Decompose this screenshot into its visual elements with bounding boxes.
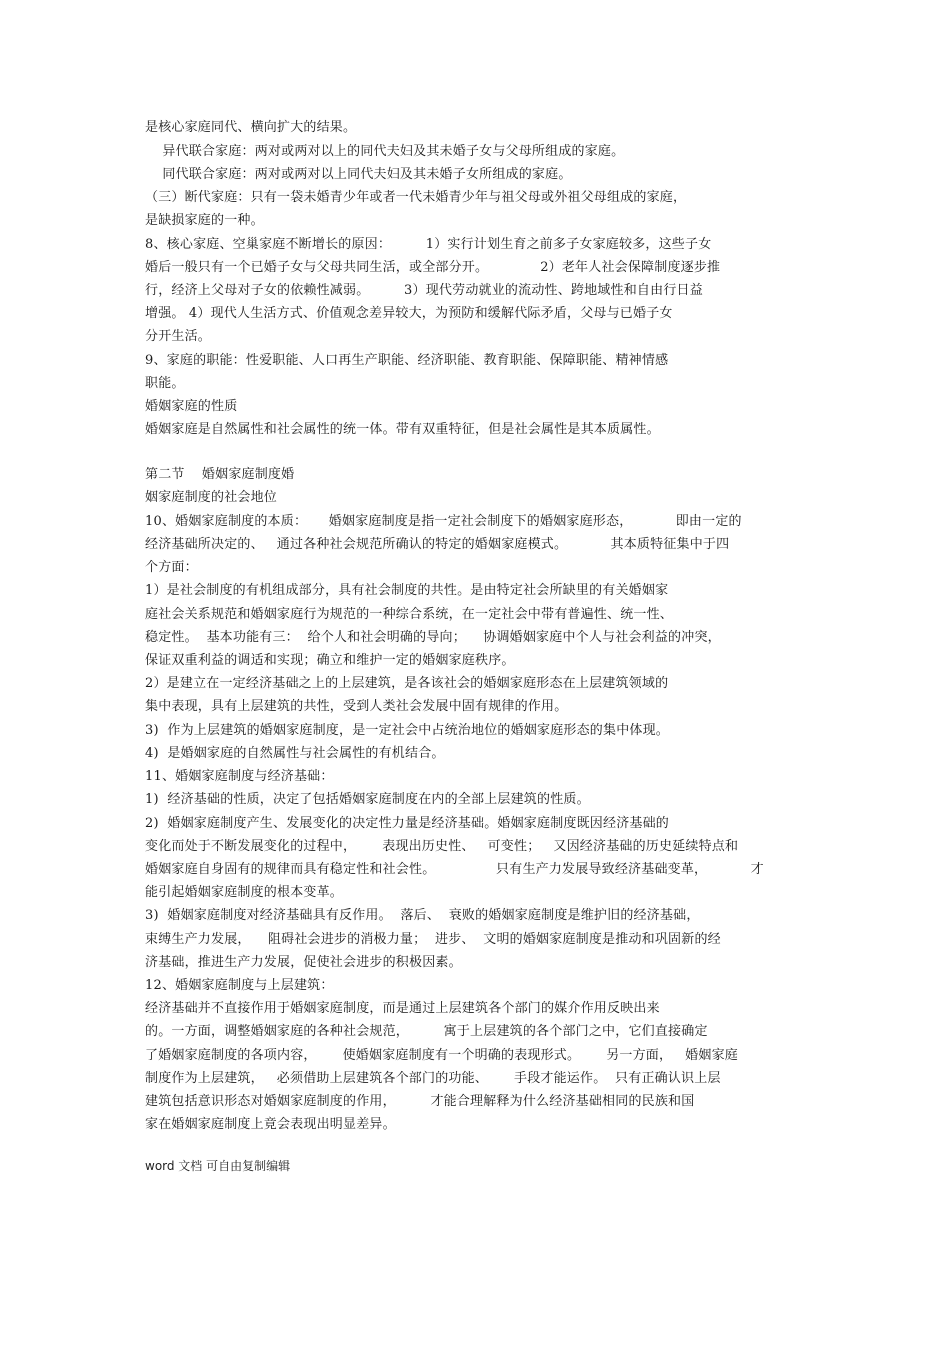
text-line: 4) 是婚姻家庭的自然属性与社会属性的有机结合。 (145, 746, 445, 761)
text-line: 2) 婚姻家庭制度产生、发展变化的决定性力量是经济基础。婚姻家庭制度既因经济基础的 (145, 816, 670, 831)
text-line: 能引起婚姻家庭制度的根本变革。 (145, 885, 344, 900)
text-line: 个方面： (145, 560, 198, 575)
text-line: 3) 作为上层建筑的婚姻家庭制度，是一定社会中占统治地位的婚姻家庭形态的集中体现。 (145, 723, 670, 738)
text-line: 集中表现，具有上层建筑的共性，受到人类社会发展中固有规律的作用。 (145, 699, 568, 714)
text-line: 婚姻家庭自身固有的规律而具有稳定性和社会性。 只有生产力发展导致经济基础变革， 才 (145, 862, 764, 877)
text-line: 同代联合家庭：两对或两对以上同代夫妇及其未婚子女所组成的家庭。 (145, 167, 572, 182)
section-heading: 姻家庭制度的社会地位 (145, 490, 278, 505)
text-line: 保证双重利益的调适和实现；确立和维护一定的婚姻家庭秩序。 (145, 653, 515, 668)
text-line: 婚姻家庭是自然属性和社会属性的统一体。带有双重特征，但是社会属性是其本质属性。 (145, 422, 660, 437)
text-line: 是核心家庭同代、横向扩大的结果。 (145, 120, 357, 135)
text-line: 建筑包括意识形态对婚姻家庭制度的作用， 才能合理解释为什么经济基础相同的民族和国 (145, 1094, 695, 1109)
text-line: 1) 经济基础的性质，决定了包括婚姻家庭制度在内的全部上层建筑的性质。 (145, 792, 590, 807)
text-line: 束缚生产力发展， 阻碍社会进步的消极力量； 进步、 文明的婚姻家庭制度是推动和巩固新的经 (145, 932, 721, 947)
page-footer: word 文档 可自由复制编辑 (145, 1159, 291, 1173)
text-line: 职能。 (145, 376, 185, 391)
text-line: 稳定性。 基本功能有三： 给个人和社会明确的导向； 协调婚姻家庭中个人与社会利益的冲突， (145, 630, 721, 645)
text-line: 1）是社会制度的有机组成部分，具有社会制度的共性。是由特定社会所缺里的有关婚姻家 (145, 583, 669, 598)
text-line: 家在婚姻家庭制度上竟会表现出明显差异。 (145, 1117, 396, 1132)
text-line: （三）断代家庭：只有一袋未婚青少年或者一代未婚青少年与祖父母或外祖父母组成的家庭， (145, 190, 687, 205)
text-line: 了婚姻家庭制度的各项内容， 使婚姻家庭制度有一个明确的表现形式。 另一方面， 婚姻家庭 (145, 1048, 738, 1063)
text-line: 9、家庭的职能：性爱职能、人口再生产职能、经济职能、教育职能、保障职能、精神情感 (145, 353, 669, 368)
text-line: 分开生活。 (145, 329, 212, 344)
text-line: 异代联合家庭：两对或两对以上的同代夫妇及其未婚子女与父母所组成的家庭。 (145, 144, 625, 159)
text-line: 经济基础并不直接作用于婚姻家庭制度，而是通过上层建筑各个部门的媒介作用反映出来 (145, 1001, 660, 1016)
text-line: 11、婚姻家庭制度与经济基础： (145, 769, 334, 784)
text-line: 庭社会关系规范和婚姻家庭行为规范的一种综合系统，在一定社会中带有普遍性、统一性、 (145, 607, 674, 622)
text-line: 8、核心家庭、空巢家庭不断增长的原因： 1）实行计划生育之前多子女家庭较多，这些子女 (145, 237, 712, 252)
text-line: 的。一方面，调整婚姻家庭的各种社会规范， 寓于上层建筑的各个部门之中，它们直接确定 (145, 1024, 708, 1039)
text-line: 变化而处于不断发展变化的过程中， 表现出历史性、 可变性； 又因经济基础的历史延续特点和 (145, 839, 739, 854)
text-line: 婚后一般只有一个已婚子女与父母共同生活，或全部分开。 2）老年人社会保障制度逐步推 (145, 260, 721, 275)
text-line: 3) 婚姻家庭制度对经济基础具有反作用。 落后、 衰败的婚姻家庭制度是维护旧的经济基础， (145, 908, 700, 923)
text-line: 增强。 4）现代人生活方式、价值观念差异较大，为预防和缓解代际矛盾，父母与已婚子女 (145, 306, 673, 321)
text-line: 10、婚姻家庭制度的本质： 婚姻家庭制度是指一定社会制度下的婚姻家庭形态， 即由一定的 (145, 514, 742, 529)
text-line: 12、婚姻家庭制度与上层建筑： (145, 978, 334, 993)
text-line: 行，经济上父母对子女的依赖性减弱。 3）现代劳动就业的流动性、跨地域性和自由行日益 (145, 283, 703, 298)
text-line: 是缺损家庭的一种。 (145, 213, 264, 228)
text-line: 济基础，推进生产力发展，促使社会进步的积极因素。 (145, 955, 462, 970)
section-heading: 婚姻家庭的性质 (145, 399, 238, 414)
section-heading: 第二节 婚姻家庭制度婚 (145, 467, 295, 482)
text-line: 经济基础所决定的、 通过各种社会规范所确认的特定的婚姻家庭模式。 其本质特征集中于四 (145, 537, 730, 552)
text-line: 制度作为上层建筑， 必须借助上层建筑各个部门的功能、 手段才能运作。 只有正确认识上层 (145, 1071, 721, 1086)
text-line: 2）是建立在一定经济基础之上的上层建筑，是各该社会的婚姻家庭形态在上层建筑领域的 (145, 676, 669, 691)
